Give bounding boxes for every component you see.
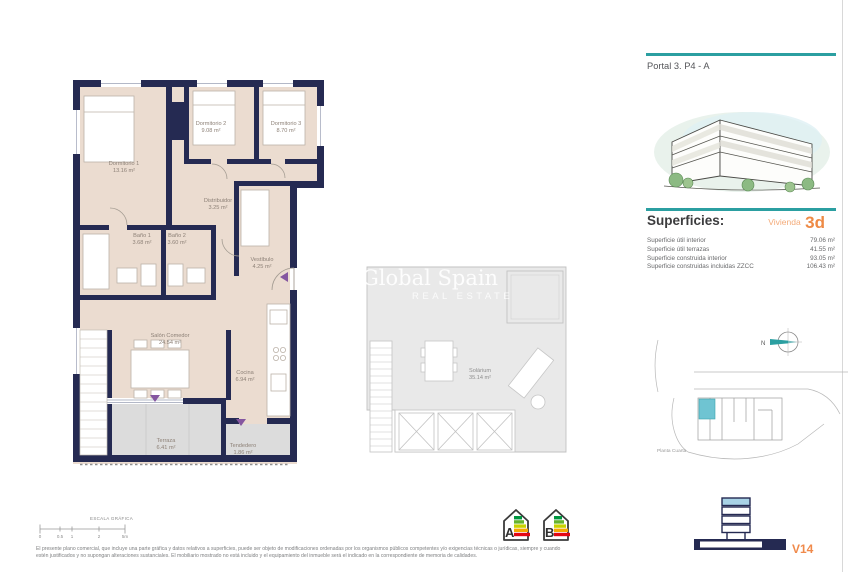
vivienda-value: 3d	[805, 213, 825, 232]
room-area: 9.08 m²	[201, 128, 221, 134]
surface-value: 106.43 m²	[806, 263, 835, 271]
room-label-vestibulo	[250, 257, 273, 271]
surface-row	[647, 246, 835, 255]
watermark-tagline: REAL ESTATE	[412, 291, 514, 302]
energy-rating-labels	[501, 508, 577, 547]
vivienda-label: Vivienda	[768, 217, 801, 227]
room-area: 6.94 m²	[235, 377, 255, 383]
room-area: 13.16 m²	[112, 168, 136, 174]
legal-disclaimer	[36, 546, 560, 559]
room-label-distribuidor	[204, 198, 232, 212]
room-label-dormitorio-1	[109, 161, 139, 175]
scale-tick: 0.5	[56, 534, 64, 539]
room-label-bano-2	[168, 233, 187, 247]
teal-divider-bottom	[646, 208, 836, 211]
room-area: 1.86 m²	[233, 450, 253, 456]
room-name: Vestíbulo	[250, 257, 274, 264]
site-plan-caption: Planta Cuarta	[657, 449, 687, 454]
room-label-bano-1	[133, 233, 152, 247]
room-area: 4.25 m²	[252, 264, 272, 270]
surface-row	[647, 237, 835, 246]
surface-value: 93.05 m²	[810, 254, 835, 262]
compass-north-label: N	[761, 341, 766, 347]
room-name: Salón Comedor	[150, 333, 190, 340]
solarium-plan-drawing	[355, 253, 599, 475]
room-name: Dormitorio 1	[108, 161, 140, 168]
room-name: Tendedero	[229, 443, 257, 450]
energy-letter: A	[505, 525, 515, 540]
room-name: Baño 2	[168, 233, 186, 240]
surface-label: Superficie construida interior	[647, 254, 727, 262]
surface-value: 79.06 m²	[810, 237, 835, 244]
room-area: 24.54 m²	[158, 340, 182, 346]
vivienda-tag	[735, 213, 825, 233]
room-area: 8.70 m²	[276, 128, 296, 134]
surface-label: Superficie útil terrazas	[647, 245, 710, 253]
room-label-dormitorio-3	[271, 121, 301, 135]
portal-label: Portal 3. P4 - A	[647, 61, 710, 71]
scale-bar	[38, 516, 133, 542]
energy-label-b-icon	[541, 508, 571, 542]
superficies-title: Superficies:	[647, 213, 725, 228]
surface-label: Superficie útil interior	[647, 237, 706, 244]
room-label-salon-comedor	[151, 333, 190, 347]
room-label-tendedero	[230, 443, 256, 457]
building-section-icon	[688, 492, 792, 552]
room-name: Solárium	[468, 368, 492, 375]
room-label-dormitorio-2	[196, 121, 226, 135]
scale-bar-line	[38, 524, 133, 534]
room-label-solarium	[469, 368, 491, 382]
surface-row	[647, 255, 835, 264]
main-floor-plan-drawing	[71, 78, 331, 468]
surface-row	[647, 263, 835, 272]
room-label-terraza	[157, 438, 176, 452]
teal-divider-top	[646, 53, 836, 56]
room-name: Cocina	[236, 370, 254, 377]
room-area: 6.41 m²	[156, 445, 176, 451]
room-area: 35.14 m²	[468, 375, 492, 381]
energy-letter: B	[545, 525, 555, 540]
scale-bar-title: ESCALA GRÁFICA	[90, 516, 133, 521]
compass-icon	[761, 328, 802, 356]
watermark-brand: Global Spain	[362, 266, 499, 290]
room-area: 3.25 m²	[208, 205, 228, 211]
scale-tick: 0	[38, 534, 42, 539]
room-area: 3.60 m²	[167, 240, 187, 246]
page-edge-divider	[842, 0, 843, 572]
room-area: 3.68 m²	[132, 240, 152, 246]
building-sketch-illustration	[650, 98, 834, 196]
scale-tick: 2	[97, 534, 101, 539]
surface-label: Superficie construidas incluidas ZZCC	[647, 263, 754, 271]
disclaimer-line-1: El presente plano comercial, que incluye una parte gráfica y datos relativos a superficies, puede ser objeto de modificaciones ordenadas por los organismos públicos competentes y/o exigencias técnicas o jurídicas, siempre y cuando	[36, 546, 561, 552]
surface-table	[647, 237, 835, 272]
room-name: Distribuidor	[203, 198, 233, 205]
disclaimer-line-2: estén justificados y no supongan alteraciones sustanciales. El mobiliario mostrado no está incluido y el equipamiento del inmueble será el indicado en la correspondiente de memoria de calidades.	[36, 552, 478, 559]
scale-tick: 5m	[121, 534, 129, 539]
room-name: Dormitorio 3	[270, 121, 302, 128]
highlighted-unit	[699, 399, 715, 419]
room-name: Terraza	[156, 438, 176, 445]
energy-label-a-icon	[501, 508, 531, 542]
room-name: Dormitorio 2	[195, 121, 227, 128]
room-label-cocina	[236, 370, 255, 384]
surface-value: 41.55 m²	[810, 245, 835, 253]
scale-tick: 1	[70, 534, 74, 539]
room-name: Baño 1	[133, 233, 151, 240]
version-label: V14	[792, 542, 814, 556]
site-plan-drawing	[648, 312, 848, 462]
